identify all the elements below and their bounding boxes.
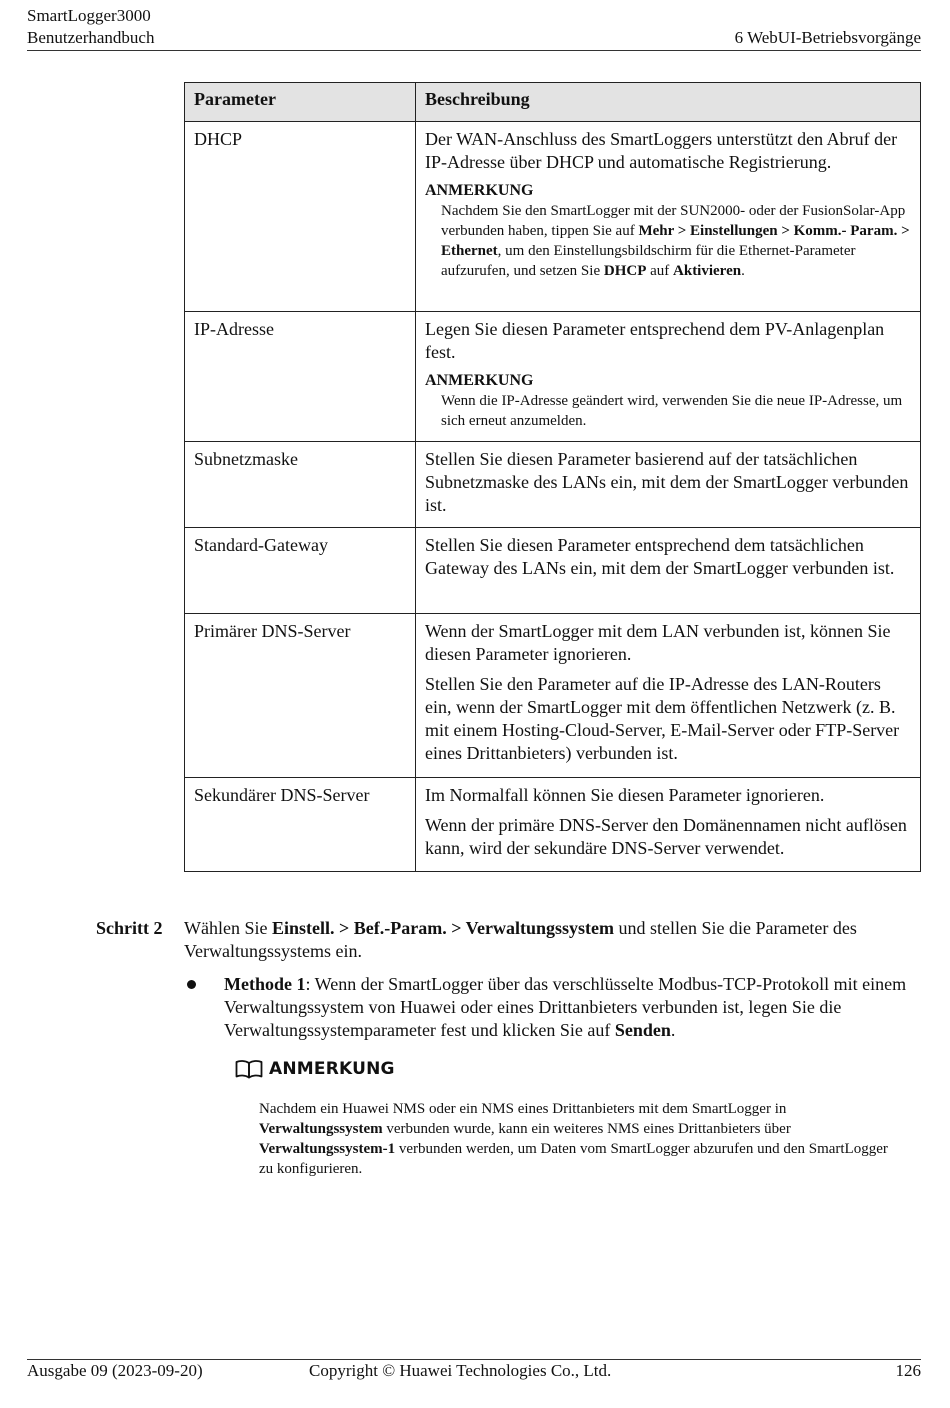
- description-text: Stellen Sie diesen Parameter entsprechend dem tatsächlichen Gateway des LANs ein, mit dem der SmartLogger verbunden ist.: [425, 535, 895, 578]
- note-text: Wenn die IP-Adresse geändert wird, verwenden Sie die neue IP-Adresse, um sich erneut anzumelden.: [441, 393, 903, 429]
- footer-copyright: Copyright © Huawei Technologies Co., Ltd.: [309, 1361, 612, 1380]
- param-name: Primärer DNS-Server: [185, 614, 416, 778]
- description-text: Wenn der primäre DNS-Server den Domänennamen nicht auflösen kann, wird der sekundäre DNS-Server verwendet.: [425, 815, 907, 858]
- page-header: [27, 6, 921, 51]
- param-name: DHCP: [185, 122, 416, 312]
- description-text: Im Normalfall können Sie diesen Parameter ignorieren.: [425, 785, 825, 805]
- description-text: Stellen Sie diesen Parameter basierend auf der tatsächlichen Subnetzmaske des LANs ein, mit dem der SmartLogger verbunden ist.: [425, 449, 909, 515]
- table-row: [185, 778, 921, 872]
- param-description: [416, 442, 921, 528]
- footer-edition: Ausgabe 09 (2023-09-20): [27, 1361, 203, 1380]
- param-name: Standard-Gateway: [185, 528, 416, 614]
- header-doc-type: Benutzerhandbuch: [27, 28, 155, 47]
- table-row: [185, 442, 921, 528]
- param-description: [416, 778, 921, 872]
- column-header-parameter: Parameter: [185, 83, 416, 122]
- note-title: [235, 1058, 395, 1080]
- bullet-icon: [187, 980, 196, 989]
- description-text: Legen Sie diesen Parameter entsprechend dem PV-Anlagenplan fest.: [425, 319, 885, 362]
- method-1-text: Methode 1: Wenn der SmartLogger über das verschlüsselte Modbus-TCP-Protokoll mit einem Verwaltungssystem von Huawei oder eines Drittanbieters verbunden ist, legen Sie die Verwaltungssystemparameter fest und klicken Sie auf Senden.: [224, 974, 907, 1040]
- description-text: Der WAN-Anschluss des SmartLoggers unterstützt den Abruf der IP-Adresse über DHCP und automatische Registrierung.: [425, 129, 898, 172]
- param-name: Subnetzmaske: [185, 442, 416, 528]
- parameter-table: [184, 82, 921, 872]
- note-body: Nachdem ein Huawei NMS oder ein NMS eines Drittanbieters mit dem SmartLogger in Verwaltungssystem verbunden wurde, kann ein weiteres NMS eines Drittanbieters über Verwaltungssystem-1 verbunden werden, um Daten vom SmartLogger abzurufen und den SmartLogger zu konfigurieren.: [259, 1101, 888, 1177]
- column-header-description: Beschreibung: [416, 83, 921, 122]
- description-text: Stellen Sie den Parameter auf die IP-Adresse des LAN-Routers ein, wenn der SmartLogger mit dem öffentlichen Netzwerk (z. B. mit einem Hosting-Cloud-Server, E-Mail-Server oder FTP-Server eines Drittanbieters) verbunden ist.: [425, 674, 900, 763]
- table-header-row: [185, 83, 921, 122]
- note-text: Nachdem Sie den SmartLogger mit der SUN2000- oder der FusionSolar-App verbunden haben, tippen Sie auf Mehr > Einstellungen > Komm.- Param. > Ethernet, um den Einstellungsbildschirm für die Ethernet-Parameter aufzurufen, und setzen Sie DHCP auf Aktivieren.: [441, 203, 910, 279]
- param-name: IP-Adresse: [185, 312, 416, 442]
- step-text: Wählen Sie Einstell. > Bef.-Param. > Verwaltungssystem und stellen Sie die Parameter des Verwaltungssystems ein.: [184, 918, 857, 961]
- description-text: Wenn der SmartLogger mit dem LAN verbunden ist, können Sie diesen Parameter ignorieren.: [425, 621, 891, 664]
- page-footer: [27, 1359, 921, 1390]
- book-icon: [235, 1059, 263, 1079]
- param-description: [416, 528, 921, 614]
- header-product: SmartLogger3000: [27, 6, 151, 25]
- param-description: [416, 122, 921, 312]
- param-name: Sekundärer DNS-Server: [185, 778, 416, 872]
- note-title-text: ANMERKUNG: [269, 1059, 395, 1079]
- table-row: [185, 122, 921, 312]
- table-row: [185, 528, 921, 614]
- header-chapter: 6 WebUI-Betriebsvorgänge: [734, 28, 921, 47]
- page-number: 126: [895, 1361, 921, 1380]
- param-description: [416, 614, 921, 778]
- table-row: [185, 614, 921, 778]
- param-description: [416, 312, 921, 442]
- step-label: Schritt 2: [96, 918, 163, 938]
- note-label: ANMERKUNG: [425, 372, 534, 389]
- table-row: [185, 312, 921, 442]
- note-label: ANMERKUNG: [425, 182, 534, 199]
